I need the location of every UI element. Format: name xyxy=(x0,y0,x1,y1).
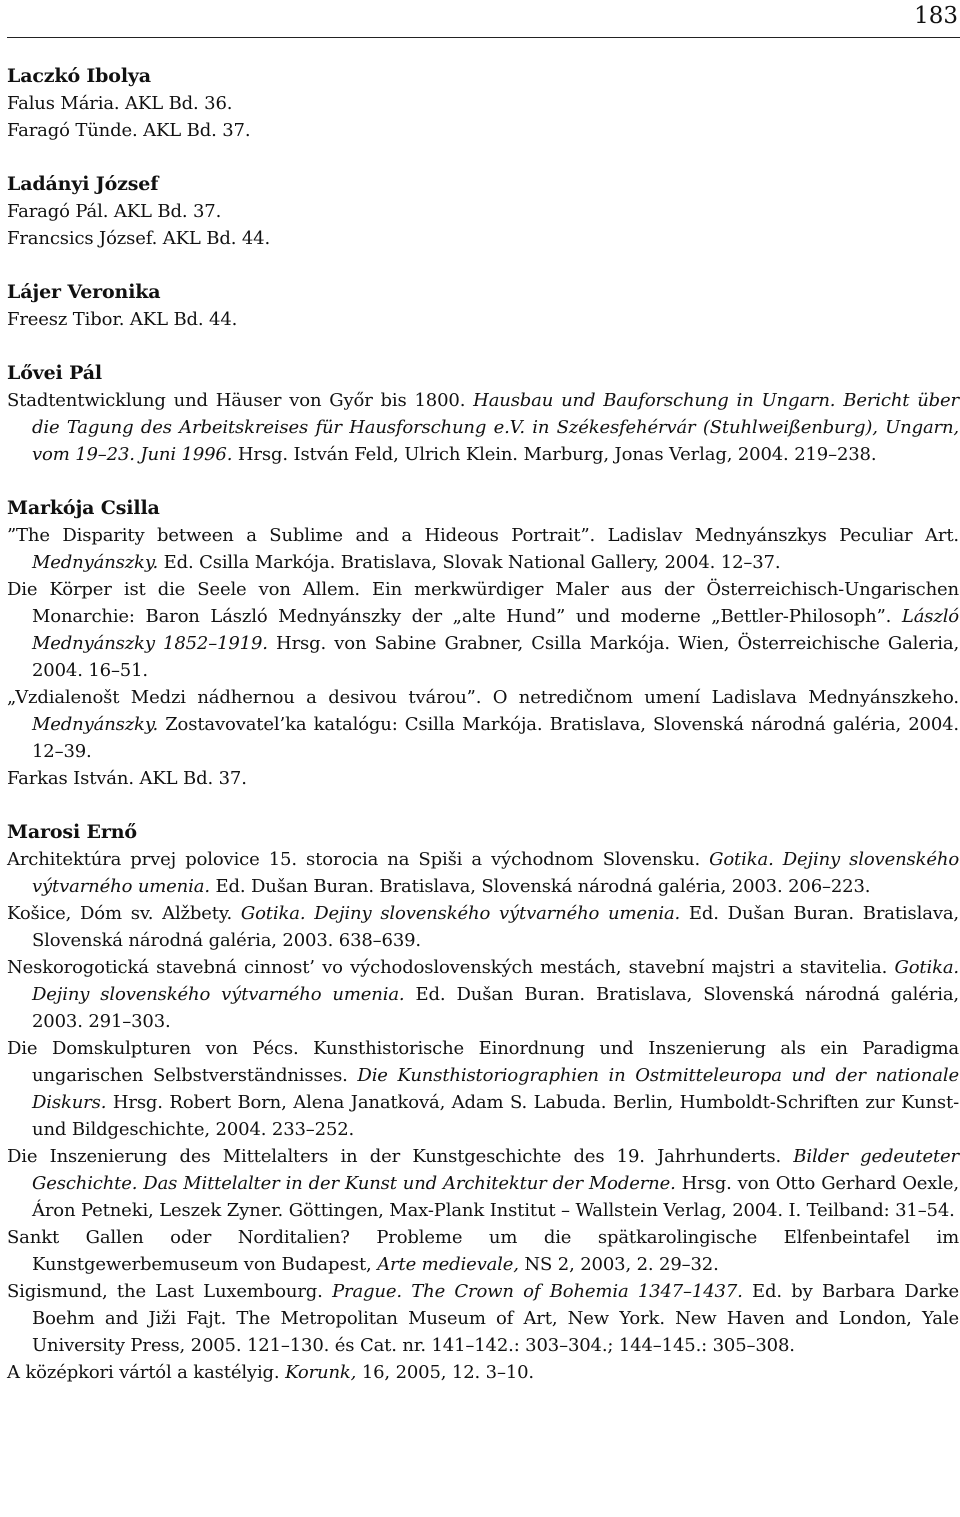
entry-text: Ed. Csilla Markója. Bratislava, Slovak National Gallery, 2004. 12–37. xyxy=(158,552,781,573)
bibliography-entry xyxy=(7,306,959,333)
entry-title-italic: Gotika. Dejiny slovenského výtvarného umenia. xyxy=(240,903,681,924)
bibliography-entry xyxy=(7,198,959,225)
bibliography-entry xyxy=(7,90,959,117)
entry-title-italic: Mednyánszky. xyxy=(32,552,159,573)
author-heading: Lővei Pál xyxy=(7,362,102,384)
author-heading: Laczkó Ibolya xyxy=(7,65,151,87)
author-section xyxy=(7,279,959,333)
author-section xyxy=(7,360,959,468)
entry-text: Die Inszenierung des Mittelalters in der Kunstgeschichte des 19. Jahrhunderts. xyxy=(7,1146,794,1167)
author-section xyxy=(7,171,959,252)
entry-title-italic: Hausbau und Bauforschung in Ungarn. Bericht über die Tagung des Arbeitskreises für Hausforschung e.V. in Székesfehérvár (Stuhlweißenburg), Ungarn, vom 19–23. Juni 1996. xyxy=(32,390,959,465)
header-rule xyxy=(7,37,960,38)
entry-text: Neskorogotická stavebná cinnost’ vo východoslovenských mestách, stavební majstri a stavitelia. xyxy=(7,957,895,978)
bibliography-entry xyxy=(7,576,959,684)
bibliography-entry xyxy=(7,1359,959,1386)
entry-text: Architektúra prvej polovice 15. storocia na Spiši a východnom Slovensku. xyxy=(7,849,710,870)
entry-title-italic: Arte medievale, xyxy=(377,1254,519,1275)
entry-text: 16, 2005, 12. 3–10. xyxy=(356,1362,534,1383)
entry-text: A középkori vártól a kastélyig. xyxy=(7,1362,286,1383)
entry-text: Stadtentwicklung und Häuser von Győr bis 1800. xyxy=(7,390,474,411)
entry-text: „Vzdialenošt Medzi nádhernou a desivou tvárou”. O netredičnom umení Ladislava Mednyánszkeho. xyxy=(7,687,959,708)
entry-text: Ed. Dušan Buran. Bratislava, Slovenská národná galéria, 2003. 291–303. xyxy=(32,984,959,1032)
bibliography-entry xyxy=(7,846,959,900)
entry-title-italic: Korunk, xyxy=(285,1362,357,1383)
entry-text: Faragó Pál. AKL Bd. 37. xyxy=(7,201,222,222)
entry-title-italic: László Mednyánszky 1852–1919. xyxy=(32,606,959,654)
bibliography-entry xyxy=(7,954,959,1035)
entry-text: Sigismund, the Last Luxembourg. xyxy=(7,1281,333,1302)
page-number: 183 xyxy=(914,3,958,29)
bibliography-entry xyxy=(7,225,959,252)
author-section xyxy=(7,63,959,144)
entry-title-italic: Die Kunsthistoriographien in Ostmitteleuropa und der nationale Diskurs. xyxy=(32,1065,959,1113)
entry-text: Farkas István. AKL Bd. 37. xyxy=(7,768,247,789)
entry-title-italic: Gotika. Dejiny slovenského výtvarného umenia. xyxy=(32,849,959,897)
entry-text: Ed. Dušan Buran. Bratislava, Slovenská národná galéria, 2003. 206–223. xyxy=(209,876,871,897)
bibliography-entry xyxy=(7,765,959,792)
entry-text: Hrsg. von Otto Gerhard Oexle, Áron Petneki, Leszek Zyner. Göttingen, Max-Plank Institut – Wallstein Verlag, 2004. I. Teilband: 31–54. xyxy=(32,1173,959,1221)
entry-text: Die Domskulpturen von Pécs. Kunsthistorische Einordnung und Inszenierung als ein Paradigma ungarischen Selbstverständnisses. xyxy=(7,1038,959,1086)
entry-title-italic: Gotika. Dejiny slovenského výtvarného umenia. xyxy=(32,957,959,1005)
entry-text: Košice, Dóm sv. Alžbety. xyxy=(7,903,241,924)
entry-title-italic: Mednyánszky. xyxy=(32,714,159,735)
bibliography-entry xyxy=(7,1035,959,1143)
bibliography-entry xyxy=(7,117,959,144)
bibliography-entry xyxy=(7,684,959,765)
entry-text: Zostavovatel’ka katalógu: Csilla Markója. Bratislava, Slovenská národná galéria, 2004. 12–39. xyxy=(32,714,959,762)
entry-text: Freesz Tibor. AKL Bd. 44. xyxy=(7,309,238,330)
bibliography-entry xyxy=(7,1278,959,1359)
author-heading: Ladányi József xyxy=(7,173,159,195)
entry-text: Francsics József. AKL Bd. 44. xyxy=(7,228,271,249)
author-heading: Marosi Ernő xyxy=(7,821,137,843)
bibliography-entry xyxy=(7,387,959,468)
bibliography-entry xyxy=(7,1224,959,1278)
entry-text: Falus Mária. AKL Bd. 36. xyxy=(7,93,233,114)
author-section xyxy=(7,495,959,792)
entry-text: Die Körper ist die Seele von Allem. Ein merkwürdiger Maler aus der Österreichisch-Ungarischen Monarchie: Baron László Mednyánszky der „alte Hund” und moderne „Bettler-Philosoph”. xyxy=(7,579,959,627)
entry-title-italic: Prague. The Crown of Bohemia 1347–1437. xyxy=(332,1281,743,1302)
entry-text: Hrsg. István Feld, Ulrich Klein. Marburg, Jonas Verlag, 2004. 219–238. xyxy=(232,444,877,465)
entry-text: ”The Disparity between a Sublime and a Hideous Portrait”. Ladislav Mednyánszkys Peculiar Art. xyxy=(7,525,959,546)
author-section xyxy=(7,819,959,1386)
bibliography-entry xyxy=(7,900,959,954)
entry-text: Sankt Gallen oder Norditalien? Probleme um die spätkarolingische Elfenbeintafel im Kunstgewerbemuseum von Budapest, xyxy=(7,1227,959,1275)
bibliography-entry xyxy=(7,1143,959,1224)
entry-text: Ed. by Barbara Darke Boehm and Jiži Fajt. The Metropolitan Museum of Art, New York. New Haven and London, Yale University Press, 2005. 121–130. és Cat. nr. 141–142.: 303–304.; 144–145.: 305–308. xyxy=(32,1281,960,1356)
bibliography-entry xyxy=(7,522,959,576)
entry-title-italic: Bilder gedeuteter Geschichte. Das Mittelalter in der Kunst und Architektur der Moderne. xyxy=(32,1146,959,1194)
author-heading: Markója Csilla xyxy=(7,497,160,519)
entry-text: Ed. Dušan Buran. Bratislava, Slovenská národná galéria, 2003. 638–639. xyxy=(32,903,959,951)
entry-text: Hrsg. Robert Born, Alena Janatková, Adam S. Labuda. Berlin, Humboldt-Schriften zur Kunst- und Bildgeschichte, 2004. 233–252. xyxy=(32,1092,959,1140)
author-heading: Lájer Veronika xyxy=(7,281,161,303)
entry-text: Hrsg. von Sabine Grabner, Csilla Markója. Wien, Österreichische Galeria, 2004. 16–51. xyxy=(32,633,960,681)
entry-text: Faragó Tünde. AKL Bd. 37. xyxy=(7,120,251,141)
bibliography xyxy=(7,63,959,1413)
entry-text: NS 2, 2003, 2. 29–32. xyxy=(518,1254,719,1275)
